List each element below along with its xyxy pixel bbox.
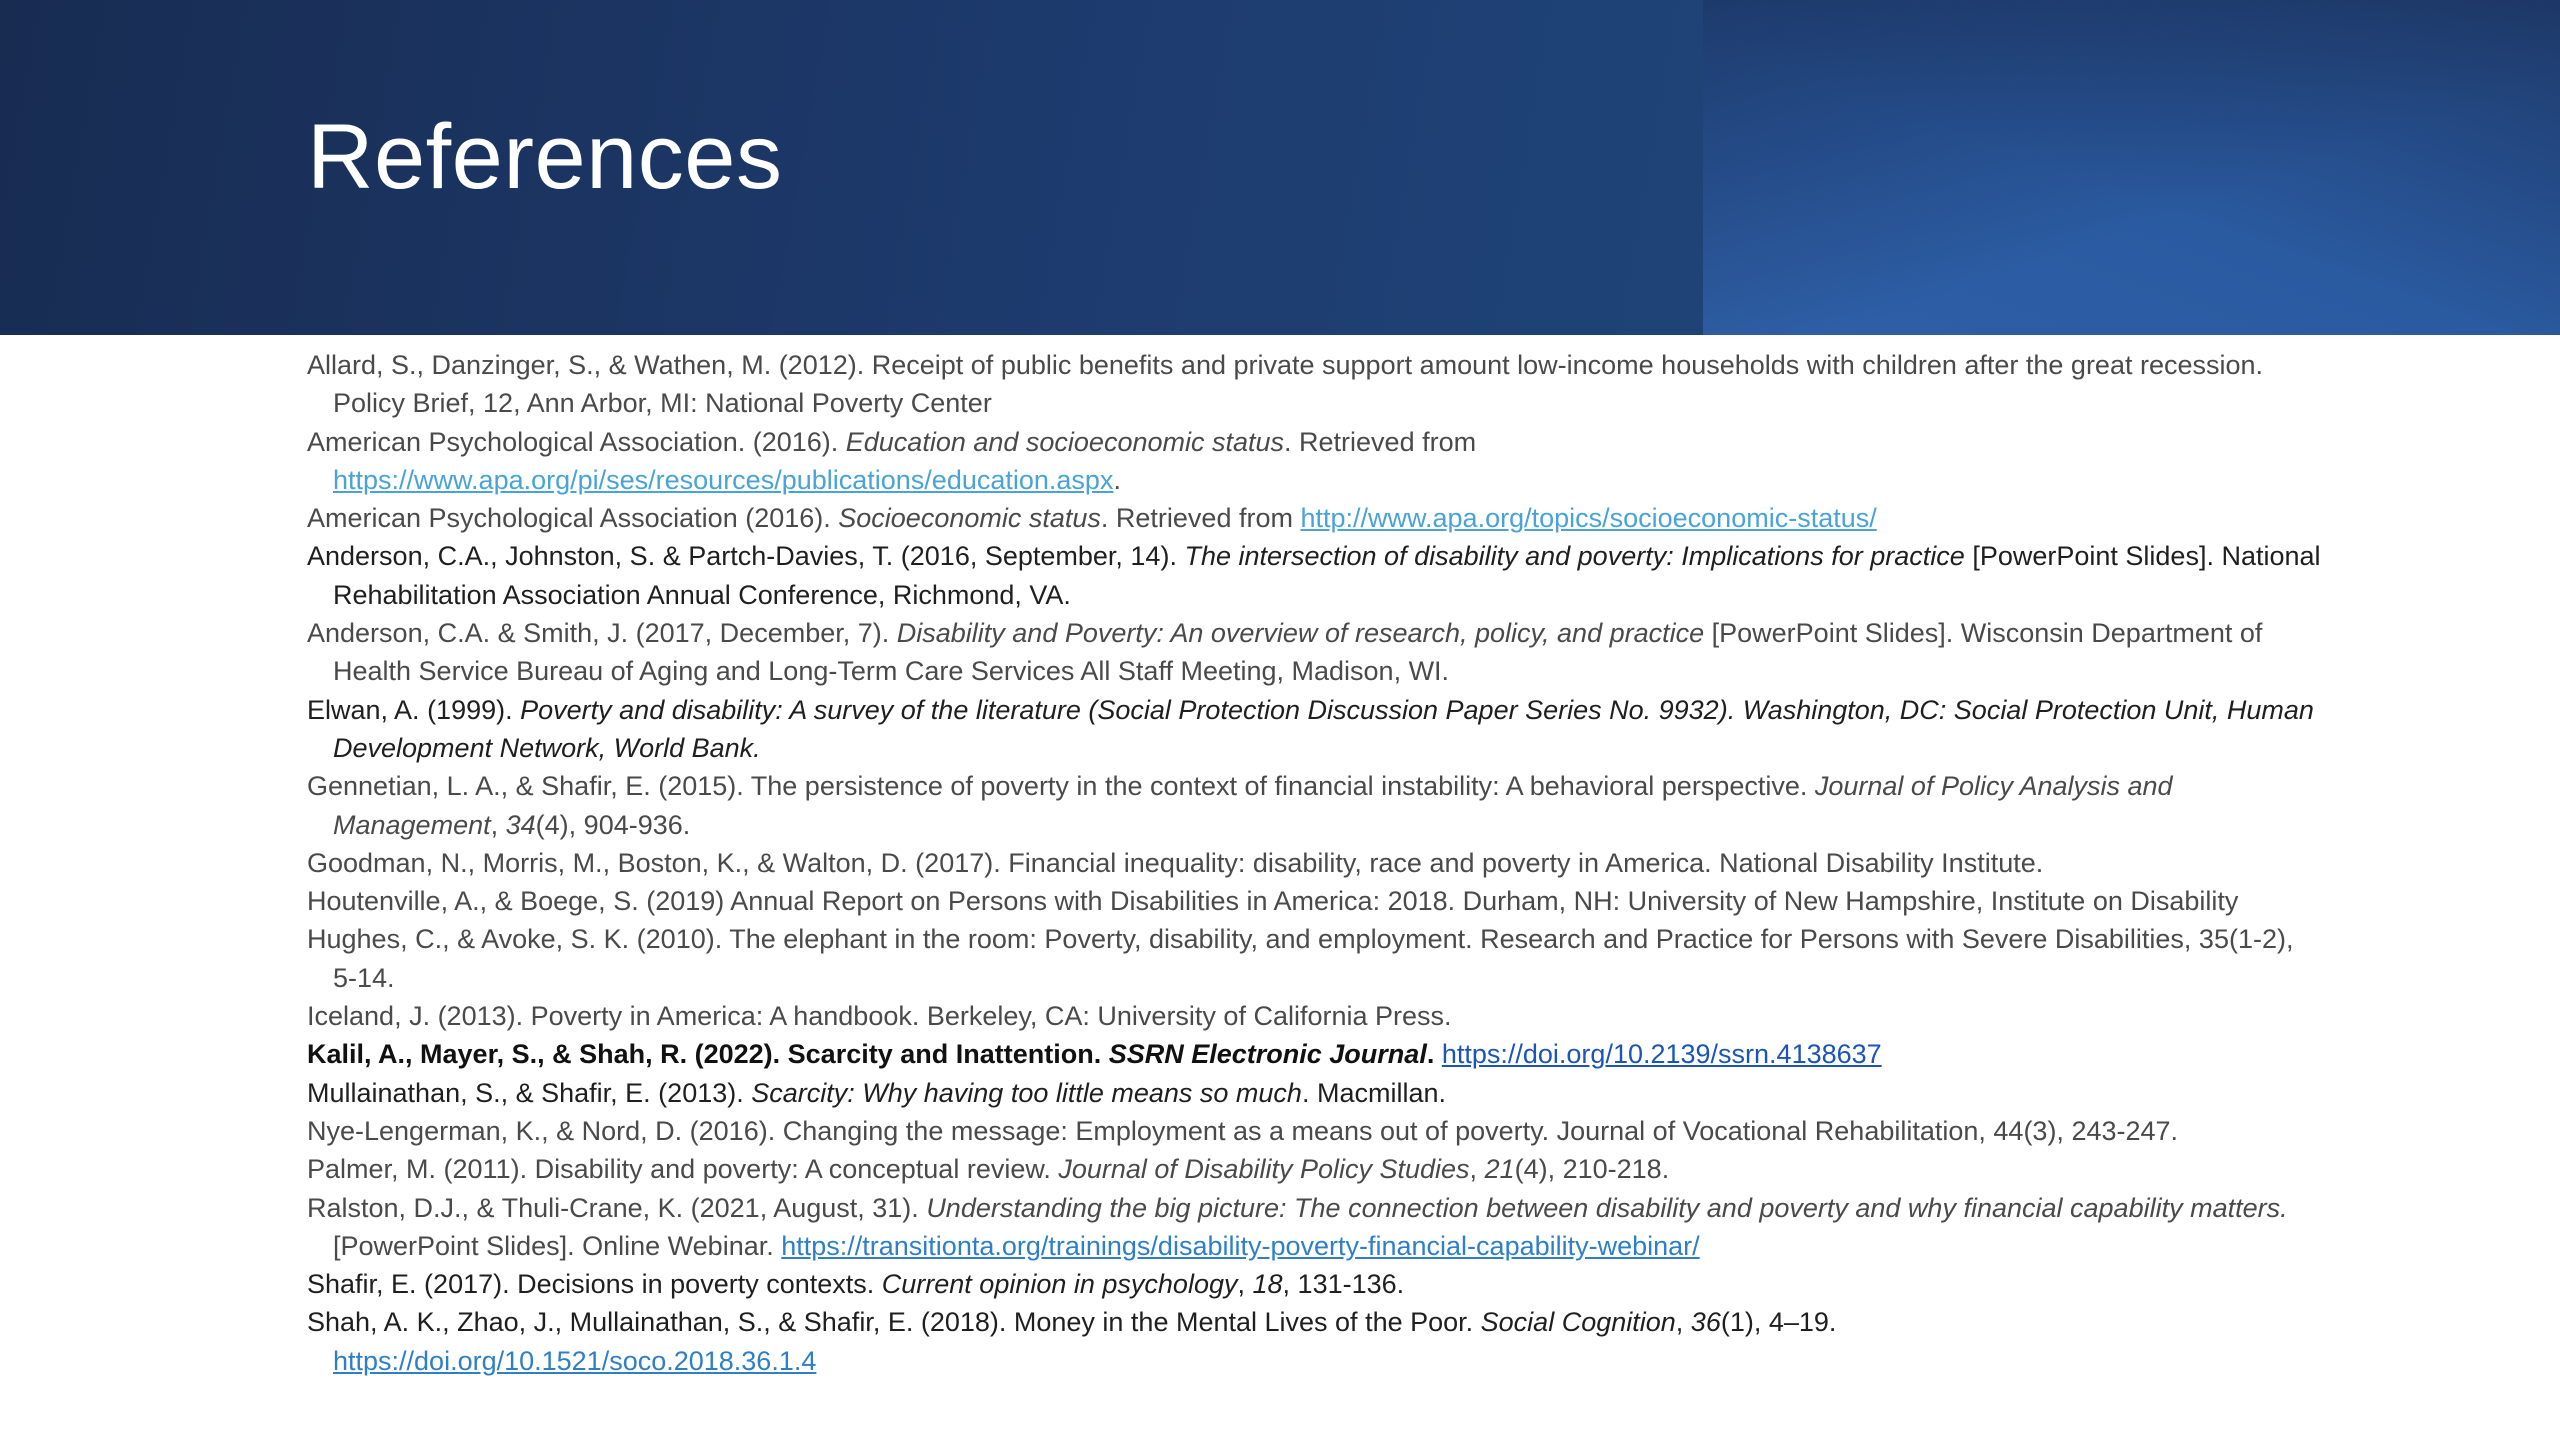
slide-title: References xyxy=(307,106,783,208)
reference-text: Mullainathan, S., & Shafir, E. (2013). xyxy=(307,1077,752,1108)
reference-link[interactable]: https://doi.org/10.1521/soco.2018.36.1.4 xyxy=(333,1345,817,1376)
reference-item xyxy=(307,1265,2322,1303)
reference-journal: Social Cognition xyxy=(1480,1307,1676,1338)
reference-item xyxy=(307,423,2322,500)
reference-journal: Journal of Disability Policy Studies xyxy=(1058,1154,1470,1185)
reference-text: (4), 904-936. xyxy=(535,809,691,840)
reference-text: , xyxy=(1469,1154,1485,1185)
reference-text: . Macmillan. xyxy=(1301,1077,1446,1108)
reference-item xyxy=(307,1150,2322,1188)
reference-text: Shah, A. K., Zhao, J., Mullainathan, S., & Shafir, E. (2018). Money in the Mental Lives of the Poor. xyxy=(307,1307,1481,1338)
reference-volume: 34 xyxy=(505,809,536,840)
reference-title: Scarcity: Why having too little means so much xyxy=(751,1077,1302,1108)
reference-link[interactable]: https://doi.org/10.2139/ssrn.4138637 xyxy=(1441,1039,1882,1070)
reference-text: . xyxy=(1113,464,1121,495)
reference-text: Gennetian, L. A., & Shafir, E. (2015). The persistence of poverty in the context of financial instability: A behavioral perspective. xyxy=(307,771,1815,802)
reference-volume: 21 xyxy=(1484,1154,1515,1185)
reference-item xyxy=(307,346,2322,423)
reference-text: . Retrieved from xyxy=(1100,503,1301,534)
reference-link[interactable]: https://www.apa.org/pi/ses/resources/publications/education.aspx xyxy=(333,464,1114,495)
reference-item xyxy=(307,844,2322,882)
reference-volume: 36 xyxy=(1690,1307,1721,1338)
reference-item xyxy=(307,1074,2322,1112)
reference-text: [PowerPoint Slides]. National Rehabilitation Association Annual Conference, Richmond, VA. xyxy=(333,541,2321,610)
reference-text: Iceland, J. (2013). Poverty in America: A handbook. Berkeley, CA: University of California Press. xyxy=(307,1001,1452,1032)
reference-text: Anderson, C.A., Johnston, S. & Partch-Davies, T. (2016, September, 14). xyxy=(307,541,1185,572)
reference-journal: Journal of Policy Analysis and Management xyxy=(333,771,2173,840)
banner-accent-panel xyxy=(1703,0,2560,335)
reference-journal: SSRN Electronic Journal xyxy=(1108,1039,1427,1070)
reference-text: , xyxy=(1237,1269,1253,1300)
title-banner xyxy=(0,0,2560,335)
reference-text: Goodman, N., Morris, M., Boston, K., & Walton, D. (2017). Financial inequality: disability, race and poverty in America. National Disability Institute. xyxy=(307,847,2044,878)
reference-text: (4), 210-218. xyxy=(1514,1154,1670,1185)
reference-text: , xyxy=(1675,1307,1691,1338)
reference-text: . Retrieved from xyxy=(1284,426,1477,457)
reference-link[interactable]: http://www.apa.org/topics/socioeconomic-status/ xyxy=(1300,503,1877,534)
reference-item xyxy=(307,1112,2322,1150)
reference-text: Ralston, D.J., & Thuli-Crane, K. (2021, August, 31). xyxy=(307,1192,927,1223)
reference-text: [PowerPoint Slides]. Wisconsin Department of Health Service Bureau of Aging and Long-Term Care Services All Staff Meeting, Madison, WI. xyxy=(333,618,2263,687)
reference-text: Elwan, A. (1999). xyxy=(307,694,521,725)
reference-title: Socioeconomic status xyxy=(838,503,1101,534)
reference-item xyxy=(307,1035,2322,1073)
reference-text: [PowerPoint Slides]. Online Webinar. xyxy=(333,1230,782,1261)
reference-text: Anderson, C.A. & Smith, J. (2017, December, 7). xyxy=(307,618,897,649)
reference-text: . xyxy=(1426,1039,1442,1070)
reference-text: Nye-Lengerman, K., & Nord, D. (2016). Changing the message: Employment as a means out of poverty. Journal of Vocational Rehabilitation, 44(3), 243-247. xyxy=(307,1115,2179,1146)
reference-text: Kalil, A., Mayer, S., & Shah, R. (2022). Scarcity and Inattention. xyxy=(307,1039,1109,1070)
reference-title: Education and socioeconomic status xyxy=(845,426,1285,457)
reference-text: Allard, S., Danzinger, S., & Wathen, M. (2012). Receipt of public benefits and private support amount low-income households with children after the great recession. Policy Brief, 12, Ann Arbor, MI: National Poverty Center xyxy=(307,350,2264,419)
reference-item xyxy=(307,1303,2322,1380)
reference-title: Understanding the big picture: The connection between disability and poverty and why financial capability matters. xyxy=(926,1192,2288,1223)
reference-text: Palmer, M. (2011). Disability and poverty: A conceptual review. xyxy=(307,1154,1059,1185)
reference-title: Disability and Poverty: An overview of research, policy, and practice xyxy=(896,618,1705,649)
reference-volume: 18 xyxy=(1252,1269,1283,1300)
reference-item xyxy=(307,537,2322,614)
reference-title: The intersection of disability and poverty: Implications for practice xyxy=(1184,541,1965,572)
reference-item xyxy=(307,767,2322,844)
reference-title: Poverty and disability: A survey of the literature (Social Protection Discussion Paper Series No. 9932). Washington, DC: Social Protection Unit, Human Development Network, World Bank. xyxy=(333,694,2314,763)
reference-item xyxy=(307,920,2322,997)
reference-item xyxy=(307,499,2322,537)
reference-item xyxy=(307,997,2322,1035)
reference-text: Shafir, E. (2017). Decisions in poverty contexts. xyxy=(307,1269,882,1300)
reference-item xyxy=(307,882,2322,920)
reference-item xyxy=(307,614,2322,691)
reference-text: American Psychological Association. (2016). xyxy=(307,426,846,457)
reference-text: , 131-136. xyxy=(1282,1269,1405,1300)
reference-journal: Current opinion in psychology xyxy=(881,1269,1238,1300)
reference-text: (1), 4–19. xyxy=(1720,1307,1837,1338)
reference-text: , xyxy=(490,809,506,840)
reference-link[interactable]: https://transitionta.org/trainings/disability-poverty-financial-capability-webinar/ xyxy=(781,1230,1700,1261)
reference-text: Houtenville, A., & Boege, S. (2019) Annual Report on Persons with Disabilities in America: 2018. Durham, NH: University of New Hampshire, Institute on Disability xyxy=(307,886,2239,917)
reference-text: American Psychological Association (2016). xyxy=(307,503,839,534)
reference-list xyxy=(307,346,2322,1380)
reference-text: Hughes, C., & Avoke, S. K. (2010). The elephant in the room: Poverty, disability, and employment. Research and Practice for Persons with Severe Disabilities, 35(1-2), 5-14. xyxy=(307,924,2294,993)
reference-item xyxy=(307,1189,2322,1266)
reference-item xyxy=(307,691,2322,768)
